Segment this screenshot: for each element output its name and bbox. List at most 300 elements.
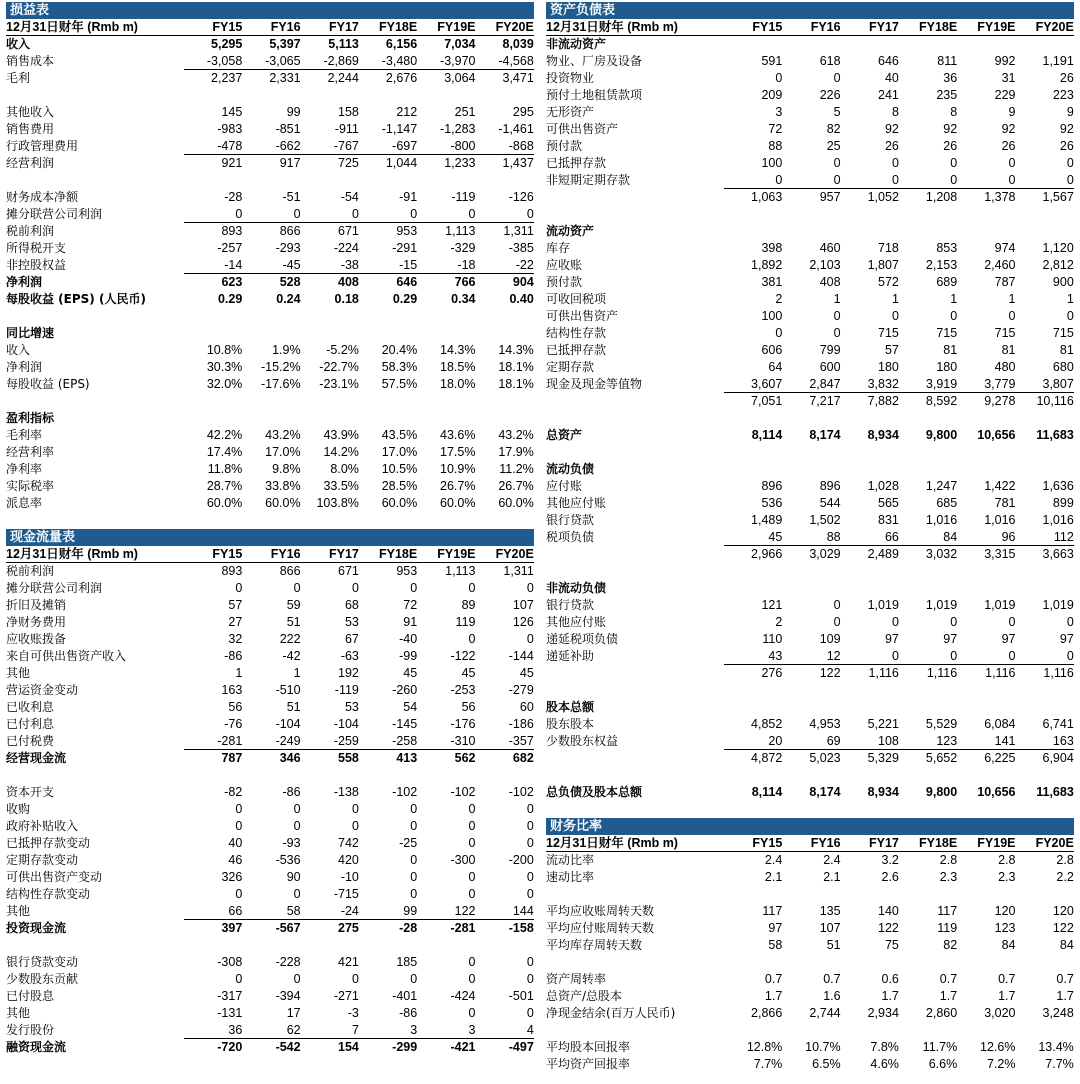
cell-value: -176 bbox=[450, 717, 476, 731]
section-title: 损益表 bbox=[6, 2, 534, 19]
year-header: FY20E bbox=[495, 20, 534, 34]
cell-value: 62 bbox=[242, 1022, 300, 1039]
cell-value: -131 bbox=[217, 1006, 243, 1020]
cell-value: 3,032 bbox=[925, 547, 958, 561]
spacer-row bbox=[6, 308, 534, 325]
cell-value: 1,016 bbox=[925, 513, 958, 527]
cell-value: -86 bbox=[224, 649, 243, 663]
cell-value: 28.7% bbox=[206, 479, 243, 493]
cell-value: 3,607 bbox=[724, 376, 782, 393]
cell-value: 1,208 bbox=[925, 190, 958, 204]
cell-value: -253 bbox=[450, 683, 476, 697]
row-label: 总资产/总股本 bbox=[546, 989, 623, 1003]
cell-value: 1,892 bbox=[751, 258, 783, 272]
cell-value: 7 bbox=[301, 1022, 359, 1039]
cell-value: 0 bbox=[899, 172, 957, 189]
table-row bbox=[6, 801, 534, 818]
cell-value: 97 bbox=[884, 632, 899, 646]
cell-value: 229 bbox=[994, 88, 1016, 102]
cell-value: 766 bbox=[454, 275, 476, 289]
row-label: 净现金结余(百万人民币) bbox=[546, 1006, 676, 1020]
cell-value: 26 bbox=[1059, 139, 1074, 153]
table-row bbox=[546, 274, 1074, 291]
cell-value: -15.2% bbox=[260, 360, 301, 374]
table-row bbox=[546, 988, 1074, 1005]
table-row bbox=[6, 750, 534, 767]
table-row bbox=[6, 53, 534, 70]
row-label: 净利润 bbox=[6, 275, 43, 289]
table-row bbox=[546, 121, 1074, 138]
cell-value: 742 bbox=[338, 836, 359, 850]
row-label: 实际税率 bbox=[6, 479, 55, 493]
cell-value: 397 bbox=[221, 921, 243, 935]
table-row bbox=[6, 886, 534, 903]
cell-value: 251 bbox=[454, 105, 476, 119]
cell-value: 0 bbox=[1066, 156, 1074, 170]
cell-value: 11,683 bbox=[1036, 428, 1074, 442]
cell-value: 8,114 bbox=[751, 428, 783, 442]
cell-value: 26.7% bbox=[498, 479, 534, 493]
cell-value: 2 bbox=[775, 615, 783, 629]
cell-value: -299 bbox=[392, 1040, 418, 1054]
cell-value: 163 bbox=[1015, 733, 1073, 750]
cell-value: -86 bbox=[399, 1006, 418, 1020]
cell-value: 145 bbox=[221, 105, 243, 119]
cell-value: -357 bbox=[475, 733, 533, 750]
cell-value: 59 bbox=[286, 598, 301, 612]
row-label: 已收利息 bbox=[6, 700, 55, 714]
row-label: 其他 bbox=[6, 1006, 31, 1020]
cell-value: -102 bbox=[450, 785, 476, 799]
row-label: 可收回税项 bbox=[546, 292, 607, 306]
row-label: 财务成本净额 bbox=[6, 190, 79, 204]
row-label: 已抵押存款变动 bbox=[6, 836, 91, 850]
cell-value: 222 bbox=[279, 632, 301, 646]
cell-value: 3 bbox=[775, 105, 783, 119]
cell-value: 685 bbox=[936, 496, 958, 510]
cell-value: 4 bbox=[475, 1022, 533, 1039]
cell-value: 1.9% bbox=[272, 343, 301, 357]
cell-value: 5,113 bbox=[328, 37, 359, 51]
cell-value: 646 bbox=[396, 275, 418, 289]
cell-value: 97 bbox=[1059, 632, 1074, 646]
cell-value: 8 bbox=[891, 105, 899, 119]
cell-value: -542 bbox=[275, 1040, 301, 1054]
cell-value: 28.5% bbox=[381, 479, 418, 493]
cell-value: 787 bbox=[221, 751, 243, 765]
cell-value: -3,970 bbox=[417, 53, 475, 70]
cell-value: 528 bbox=[279, 275, 301, 289]
cell-value: -662 bbox=[242, 138, 300, 155]
cell-value: 72 bbox=[768, 122, 783, 136]
row-label: 发行股份 bbox=[6, 1023, 55, 1037]
cell-value: 1,028 bbox=[867, 479, 899, 493]
cell-value: 346 bbox=[279, 751, 301, 765]
cell-value: 6.5% bbox=[812, 1057, 841, 1071]
cell-value: 2,460 bbox=[984, 258, 1016, 272]
cell-value: 0 bbox=[410, 887, 418, 901]
cell-value: 866 bbox=[279, 564, 301, 578]
year-header: FY17 bbox=[329, 547, 359, 561]
cell-value: 1,311 bbox=[503, 564, 534, 578]
cell-value: 20.4% bbox=[381, 343, 418, 357]
spacer-row bbox=[546, 206, 1074, 223]
table-row bbox=[6, 699, 534, 716]
cell-value: 112 bbox=[1015, 529, 1073, 546]
cell-value: 27 bbox=[228, 615, 243, 629]
cell-value: -394 bbox=[275, 989, 301, 1003]
row-label: 已付利息 bbox=[6, 717, 55, 731]
right-column bbox=[546, 2, 1074, 1073]
cell-value: -25 bbox=[399, 836, 418, 850]
cell-value: 900 bbox=[1052, 275, 1074, 289]
cell-value: 17 bbox=[286, 1006, 301, 1020]
table-row bbox=[6, 869, 534, 886]
row-label: 经营现金流 bbox=[6, 751, 67, 765]
row-label: 少数股东权益 bbox=[546, 734, 619, 748]
cell-value: 51 bbox=[826, 938, 841, 952]
cell-value: 2,676 bbox=[385, 71, 418, 85]
cell-value: 715 bbox=[936, 326, 958, 340]
cell-value: 0 bbox=[891, 156, 899, 170]
cell-value: 122 bbox=[878, 921, 899, 935]
cell-value: 2.6 bbox=[881, 870, 899, 884]
cell-value: 0.24 bbox=[276, 292, 301, 306]
cell-value: 43.2% bbox=[265, 428, 301, 442]
cell-value: 10.8% bbox=[206, 343, 243, 357]
cell-value: -228 bbox=[275, 955, 301, 969]
cell-value: 110 bbox=[762, 632, 783, 646]
cell-value: 11,683 bbox=[1036, 785, 1074, 799]
cell-value: 8,174 bbox=[809, 785, 841, 799]
cell-value: 0 bbox=[468, 887, 476, 901]
cell-value: 11.2% bbox=[499, 462, 534, 476]
cell-value: 17.9% bbox=[498, 445, 534, 459]
table-row bbox=[546, 189, 1074, 206]
cell-value: 18.1% bbox=[498, 360, 534, 374]
cell-value: 33.5% bbox=[323, 479, 359, 493]
table-row bbox=[546, 495, 1074, 512]
row-label: 来自可供出售资产收入 bbox=[6, 649, 127, 663]
table-row bbox=[546, 223, 1074, 240]
cell-value: -3,058 bbox=[184, 53, 242, 70]
table-row bbox=[6, 274, 534, 291]
cell-value: 82 bbox=[826, 122, 841, 136]
cell-value: 1,016 bbox=[984, 513, 1016, 527]
cell-value: 51 bbox=[286, 615, 301, 629]
table-row bbox=[546, 648, 1074, 665]
row-label: 营运资金变动 bbox=[6, 683, 79, 697]
cell-value: 126 bbox=[512, 615, 534, 629]
cell-value: 122 bbox=[1052, 921, 1074, 935]
spacer-row bbox=[6, 512, 534, 529]
cell-value: 1,019 bbox=[1042, 598, 1074, 612]
cell-value: 99 bbox=[359, 903, 417, 920]
cell-value: 2.1 bbox=[764, 870, 783, 884]
table-row bbox=[546, 240, 1074, 257]
table-row bbox=[6, 36, 534, 53]
cell-value: 0 bbox=[1015, 172, 1073, 189]
spacer-row bbox=[6, 937, 534, 954]
table-row bbox=[6, 325, 534, 342]
cell-value: -76 bbox=[224, 717, 243, 731]
cell-value: 0.7 bbox=[823, 972, 841, 986]
cell-value: 10,656 bbox=[977, 428, 1016, 442]
table-row bbox=[546, 36, 1074, 53]
cell-value: 1,019 bbox=[925, 598, 958, 612]
cell-value: 8,114 bbox=[751, 785, 783, 799]
cell-value: 3,919 bbox=[899, 376, 957, 393]
table-row bbox=[6, 835, 534, 852]
spacer-row bbox=[546, 767, 1074, 784]
cell-value: 831 bbox=[878, 513, 899, 527]
cell-value: 1,113 bbox=[445, 224, 476, 238]
cell-value: 1,116 bbox=[985, 666, 1016, 680]
cell-value: 0 bbox=[468, 819, 476, 833]
year-header: FY15 bbox=[212, 20, 243, 34]
cell-value: 0 bbox=[468, 955, 476, 969]
cell-value: 84 bbox=[899, 529, 957, 546]
cell-value: 0 bbox=[957, 172, 1015, 189]
table-row bbox=[6, 954, 534, 971]
cell-value: 0 bbox=[468, 870, 476, 884]
cell-value: 921 bbox=[221, 156, 243, 170]
cell-value: 715 bbox=[1052, 326, 1074, 340]
cell-value: 67 bbox=[344, 632, 359, 646]
cell-value: 0 bbox=[235, 819, 243, 833]
cell-value: -401 bbox=[392, 989, 418, 1003]
cell-value: 10,116 bbox=[1036, 394, 1074, 408]
cell-value: -224 bbox=[333, 241, 359, 255]
table-row bbox=[6, 359, 534, 376]
row-label: 销售费用 bbox=[6, 122, 55, 136]
cell-value: 43.9% bbox=[323, 428, 359, 442]
cell-value: 0 bbox=[833, 309, 841, 323]
row-label: 预付土地租赁款项 bbox=[546, 88, 643, 102]
cell-value: -145 bbox=[392, 717, 418, 731]
cell-value: 58.3% bbox=[381, 360, 418, 374]
cell-value: 1,437 bbox=[502, 156, 534, 170]
cell-value: -510 bbox=[275, 683, 301, 697]
cell-value: -567 bbox=[275, 921, 301, 935]
cell-value: 0 bbox=[235, 972, 243, 986]
cell-value: -42 bbox=[282, 649, 301, 663]
cell-value: 56 bbox=[228, 700, 243, 714]
table-row bbox=[6, 665, 534, 682]
cell-value: 10.9% bbox=[440, 462, 476, 476]
row-label: 结构性存款 bbox=[546, 326, 607, 340]
cell-value: -329 bbox=[450, 241, 476, 255]
cell-value: 974 bbox=[994, 241, 1016, 255]
row-label: 盈利指标 bbox=[6, 411, 55, 425]
cell-value: 84 bbox=[1001, 938, 1016, 952]
cell-value: -28 bbox=[224, 190, 243, 204]
cell-value: 2.4 bbox=[823, 853, 841, 867]
cell-value: 0 bbox=[293, 887, 301, 901]
cell-value: 0 bbox=[833, 598, 841, 612]
row-label: 其他应付账 bbox=[546, 615, 607, 629]
row-label: 平均应收账周转天数 bbox=[546, 904, 655, 918]
year-header: FY17 bbox=[329, 20, 359, 34]
cell-value: 3,248 bbox=[1042, 1006, 1074, 1020]
cell-value: 0 bbox=[833, 615, 841, 629]
cell-value: 420 bbox=[338, 853, 359, 867]
cell-value: 9.8% bbox=[272, 462, 301, 476]
cell-value: 75 bbox=[884, 938, 899, 952]
cell-value: -86 bbox=[282, 785, 301, 799]
cell-value: 2,244 bbox=[327, 71, 359, 85]
year-header: FY18E bbox=[918, 20, 958, 34]
cell-value: -93 bbox=[282, 836, 301, 850]
cell-value: 1,113 bbox=[445, 564, 476, 578]
cell-value: 163 bbox=[221, 683, 243, 697]
cell-value: -715 bbox=[333, 887, 359, 901]
table-row bbox=[546, 393, 1074, 410]
table-row bbox=[6, 138, 534, 155]
cell-value: 60.0% bbox=[440, 496, 476, 510]
cell-value: 0 bbox=[242, 206, 300, 223]
cell-value: 1 bbox=[293, 666, 301, 680]
cell-value: -767 bbox=[301, 138, 359, 155]
cell-value: 14.2% bbox=[323, 445, 359, 459]
cell-value: 0 bbox=[526, 870, 534, 884]
row-label: 预付款 bbox=[546, 275, 583, 289]
row-label: 已付股息 bbox=[6, 989, 55, 1003]
spacer-row bbox=[6, 172, 534, 189]
row-label: 摊分联营公司利润 bbox=[6, 581, 103, 595]
row-label bbox=[546, 750, 724, 767]
cell-value: 544 bbox=[819, 496, 841, 510]
year-header: FY15 bbox=[752, 836, 783, 850]
cell-value: 0 bbox=[841, 172, 899, 189]
cell-value: 60.0% bbox=[498, 496, 534, 510]
cell-value: 9 bbox=[1008, 105, 1016, 119]
row-label: 已付税费 bbox=[6, 734, 55, 748]
spacer-row bbox=[546, 886, 1074, 903]
cell-value: -28 bbox=[399, 921, 418, 935]
cell-value: 43.6% bbox=[440, 428, 476, 442]
cell-value: -478 bbox=[184, 138, 242, 155]
cell-value: 0 bbox=[775, 71, 783, 85]
cell-value: 119 bbox=[937, 921, 958, 935]
row-label: 总负债及股本总额 bbox=[546, 785, 643, 799]
cell-value: -144 bbox=[508, 649, 534, 663]
cell-value: 68 bbox=[344, 598, 359, 612]
table-row bbox=[546, 699, 1074, 716]
cell-value: -300 bbox=[450, 853, 476, 867]
cell-value: -259 bbox=[301, 733, 359, 750]
row-label: 每股收益 (EPS) bbox=[6, 377, 90, 391]
section-title: 现金流量表 bbox=[6, 529, 534, 546]
cell-value: 60 bbox=[519, 700, 534, 714]
row-label: 可供出售资产 bbox=[546, 122, 619, 136]
row-label: 定期存款变动 bbox=[6, 853, 79, 867]
cell-value: -257 bbox=[217, 241, 243, 255]
row-label: 毛利 bbox=[6, 71, 31, 85]
cell-value: 893 bbox=[221, 564, 243, 578]
table-row bbox=[6, 784, 534, 801]
cell-value: 107 bbox=[819, 921, 841, 935]
year-header: FY16 bbox=[270, 547, 301, 561]
year-header: FY19E bbox=[977, 20, 1016, 34]
cell-value: 0 bbox=[526, 819, 534, 833]
spacer-row bbox=[6, 393, 534, 410]
cell-value: 0 bbox=[950, 615, 958, 629]
cell-value: 2.8 bbox=[998, 853, 1016, 867]
cell-value: 45 bbox=[403, 666, 418, 680]
cell-value: 81 bbox=[1059, 343, 1074, 357]
cell-value: 108 bbox=[841, 733, 899, 750]
cell-value: -868 bbox=[475, 138, 533, 155]
row-label: 税项负债 bbox=[546, 530, 595, 544]
cell-value: 781 bbox=[994, 496, 1016, 510]
table-row bbox=[546, 359, 1074, 376]
cell-value: 103.8% bbox=[316, 496, 359, 510]
cell-value: 1,489 bbox=[751, 513, 783, 527]
cell-value: -158 bbox=[508, 921, 534, 935]
cell-value: 33.8% bbox=[265, 479, 301, 493]
cell-value: 0 bbox=[351, 581, 359, 595]
cell-value: 0 bbox=[833, 71, 841, 85]
cell-value: 6,904 bbox=[1042, 751, 1074, 765]
cell-value: 46 bbox=[228, 853, 243, 867]
cell-value: 7.7% bbox=[753, 1057, 783, 1071]
year-header: FY15 bbox=[752, 20, 783, 34]
cell-value: 192 bbox=[338, 666, 359, 680]
row-label: 定期存款 bbox=[546, 360, 595, 374]
table-row bbox=[546, 478, 1074, 495]
year-header: FY17 bbox=[869, 836, 899, 850]
cell-value: -424 bbox=[450, 989, 476, 1003]
cell-value: 0 bbox=[1008, 309, 1016, 323]
row-label: 可供出售资产变动 bbox=[6, 870, 103, 884]
row-label: 所得税开支 bbox=[6, 241, 67, 255]
cell-value: 1,116 bbox=[1043, 666, 1074, 680]
cell-value: 180 bbox=[936, 360, 958, 374]
table-row bbox=[6, 563, 534, 580]
table-row bbox=[546, 87, 1074, 104]
cell-value: -18 bbox=[417, 257, 475, 274]
cell-value: 1,422 bbox=[984, 479, 1016, 493]
cell-value: 8,039 bbox=[502, 37, 534, 51]
cell-value: -119 bbox=[334, 683, 359, 697]
fiscal-year-label: 12月31日财年 (Rmb m) bbox=[546, 836, 678, 850]
cell-value: 117 bbox=[937, 904, 958, 918]
cell-value: 0 bbox=[351, 972, 359, 986]
cell-value: 0 bbox=[235, 581, 243, 595]
cell-value: -45 bbox=[242, 257, 300, 274]
cell-value: 36 bbox=[184, 1022, 242, 1039]
cell-value: 97 bbox=[943, 632, 958, 646]
table-row bbox=[6, 342, 534, 359]
spacer-row bbox=[546, 954, 1074, 971]
cell-value: 0 bbox=[1066, 309, 1074, 323]
cell-value: 60.0% bbox=[265, 496, 301, 510]
cell-value: 3.2 bbox=[881, 853, 899, 867]
table-row bbox=[6, 478, 534, 495]
cell-value: 60.0% bbox=[206, 496, 243, 510]
cell-value: -800 bbox=[417, 138, 475, 155]
row-label bbox=[546, 189, 724, 206]
row-label: 政府补贴收入 bbox=[6, 819, 79, 833]
cell-value: 18.0% bbox=[440, 377, 476, 391]
left-column bbox=[6, 2, 534, 1056]
table-row bbox=[6, 444, 534, 461]
cell-value: 14.3% bbox=[440, 343, 476, 357]
row-label: 非流动负债 bbox=[546, 581, 607, 595]
table-row bbox=[546, 580, 1074, 597]
row-label: 非控股权益 bbox=[6, 258, 67, 272]
